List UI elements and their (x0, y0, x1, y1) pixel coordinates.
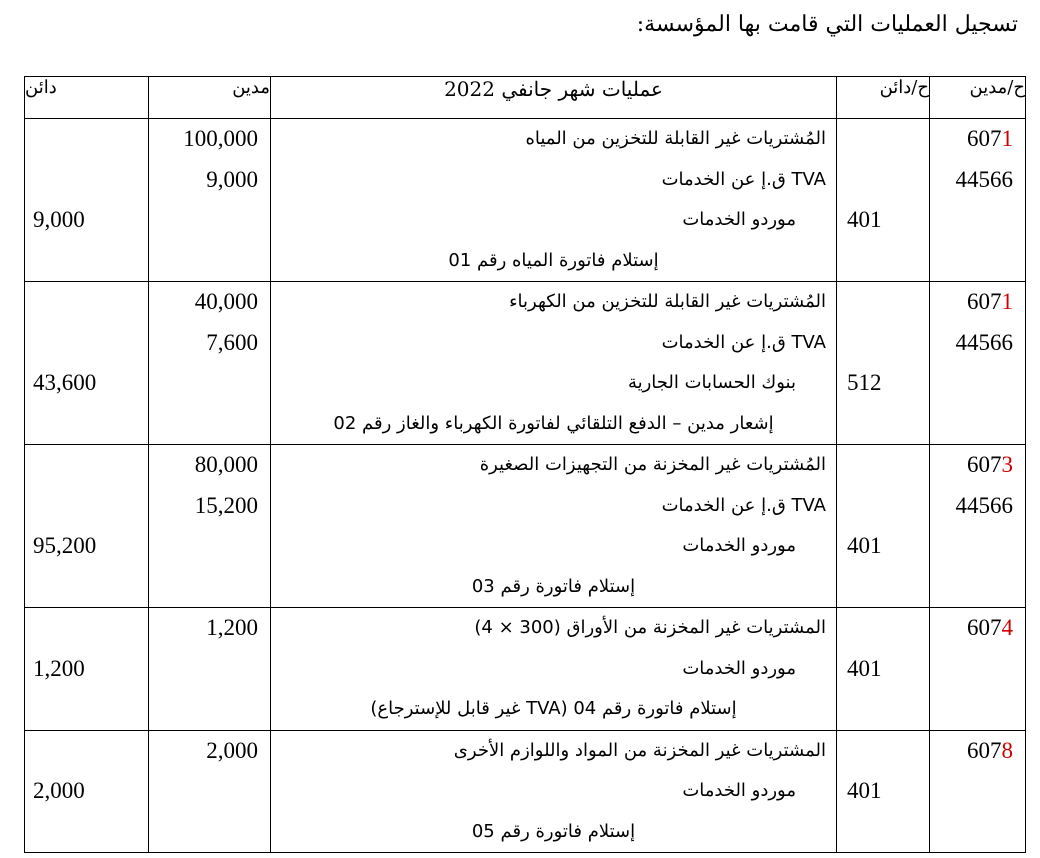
credit-amount-cell (25, 445, 149, 608)
entry-memo: إستلام فاتورة المياه رقم 01 (448, 249, 659, 271)
debit-amount: 80,000 (194, 452, 258, 477)
entry-memo: إستلام فاتورة رقم 04 (TVA غير قابل للإسترجاع) (370, 698, 737, 719)
debit-account-name: المشتريات غير المخزنة من الأوراق (300 × 4) (474, 617, 826, 638)
description-cell (271, 608, 837, 731)
journal-entry-1 (25, 119, 1026, 282)
entry-memo: إستلام فاتورة رقم 03 (471, 575, 636, 597)
description-cell (271, 730, 837, 853)
credit-account-name: موردو الخدمات (682, 780, 796, 801)
credit-account-cell (837, 119, 930, 282)
header-debit: مدين (149, 77, 271, 119)
credit-account-cell (837, 282, 930, 445)
credit-amount-cell (25, 119, 149, 282)
description-cell (271, 282, 837, 445)
credit-account-name: بنوك الحسابات الجارية (627, 372, 796, 393)
debit-amount-cell (149, 445, 271, 608)
credit-account-name: موردو الخدمات (682, 657, 796, 679)
credit-amount: 1,200 (33, 655, 85, 681)
page-title: تسجيل العمليات التي قامت بها المؤسسة: (636, 12, 1018, 37)
debit-account-cell (930, 730, 1026, 853)
credit-account-name: موردو الخدمات (682, 535, 796, 556)
journal-entry-3 (25, 445, 1026, 608)
debit-amount-cell (149, 282, 271, 445)
credit-account-cell (837, 608, 930, 731)
header-credit-account: ح/دائن (837, 77, 930, 119)
journal-table (24, 76, 1026, 853)
credit-account-cell (837, 730, 930, 853)
debit-account-name: المُشتريات غير القابلة للتخزين من المياه (525, 128, 826, 149)
debit-account-number: 6071 (967, 289, 1013, 314)
credit-account-cell (837, 445, 930, 608)
debit-amount: 7,600 (206, 329, 258, 355)
credit-amount-cell (25, 608, 149, 731)
debit-account-number: 6071 (967, 126, 1013, 151)
credit-account-number: 401 (847, 207, 882, 232)
debit-account-name: المُشتريات غير المخزنة من التجهيزات الصغيرة (479, 454, 826, 475)
credit-amount: 43,600 (33, 370, 97, 395)
credit-amount: 95,200 (33, 533, 97, 558)
credit-amount: 9,000 (33, 207, 85, 232)
debit-account-cell (930, 119, 1026, 282)
debit-account-name: TVA ق.إ عن الخدمات (661, 494, 826, 516)
debit-amount: 9,000 (206, 166, 258, 192)
debit-amount: 1,200 (206, 615, 258, 640)
journal-entry-2 (25, 282, 1026, 445)
entry-memo: إشعار مدين – الدفع التلقائي لفاتورة الكهرباء والغاز رقم 02 (333, 412, 774, 434)
header-description: عمليات شهر جانفي 2022 (271, 77, 837, 119)
journal-entry-4 (25, 608, 1026, 731)
debit-account-cell (930, 608, 1026, 731)
credit-account-name: موردو الخدمات (682, 209, 796, 230)
header-credit: دائن (25, 77, 149, 119)
journal-entry-5 (25, 730, 1026, 853)
debit-account-number: 44566 (955, 166, 1013, 192)
debit-amount-cell (149, 730, 271, 853)
header-debit-account: ح/مدين (930, 77, 1026, 119)
debit-account-name: المشتريات غير المخزنة من المواد واللوازم الأخرى (453, 739, 826, 761)
credit-amount-cell (25, 282, 149, 445)
debit-amount: 100,000 (183, 126, 258, 151)
debit-amount: 2,000 (206, 737, 258, 763)
debit-amount: 15,200 (194, 492, 258, 518)
debit-account-number: 6074 (967, 615, 1013, 640)
entry-memo: إستلام فاتورة رقم 05 (471, 820, 636, 842)
credit-amount-cell (25, 730, 149, 853)
debit-account-number: 6073 (967, 452, 1013, 477)
debit-account-cell (930, 282, 1026, 445)
credit-amount: 2,000 (33, 778, 85, 803)
debit-account-cell (930, 445, 1026, 608)
debit-account-name: المُشتريات غير القابلة للتخزين من الكهرباء (509, 291, 826, 312)
credit-account-number: 401 (847, 655, 882, 681)
debit-account-name: TVA ق.إ عن الخدمات (661, 168, 826, 190)
debit-account-number: 44566 (955, 492, 1013, 518)
debit-amount-cell (149, 119, 271, 282)
description-cell (271, 119, 837, 282)
debit-account-number: 6078 (967, 737, 1013, 763)
header-row (25, 77, 1026, 119)
credit-account-number: 512 (847, 370, 882, 395)
credit-account-number: 401 (847, 778, 882, 803)
debit-account-number: 44566 (955, 329, 1013, 355)
debit-account-name: TVA ق.إ عن الخدمات (661, 331, 826, 353)
description-cell (271, 445, 837, 608)
debit-amount-cell (149, 608, 271, 731)
credit-account-number: 401 (847, 533, 882, 558)
debit-amount: 40,000 (194, 289, 258, 314)
